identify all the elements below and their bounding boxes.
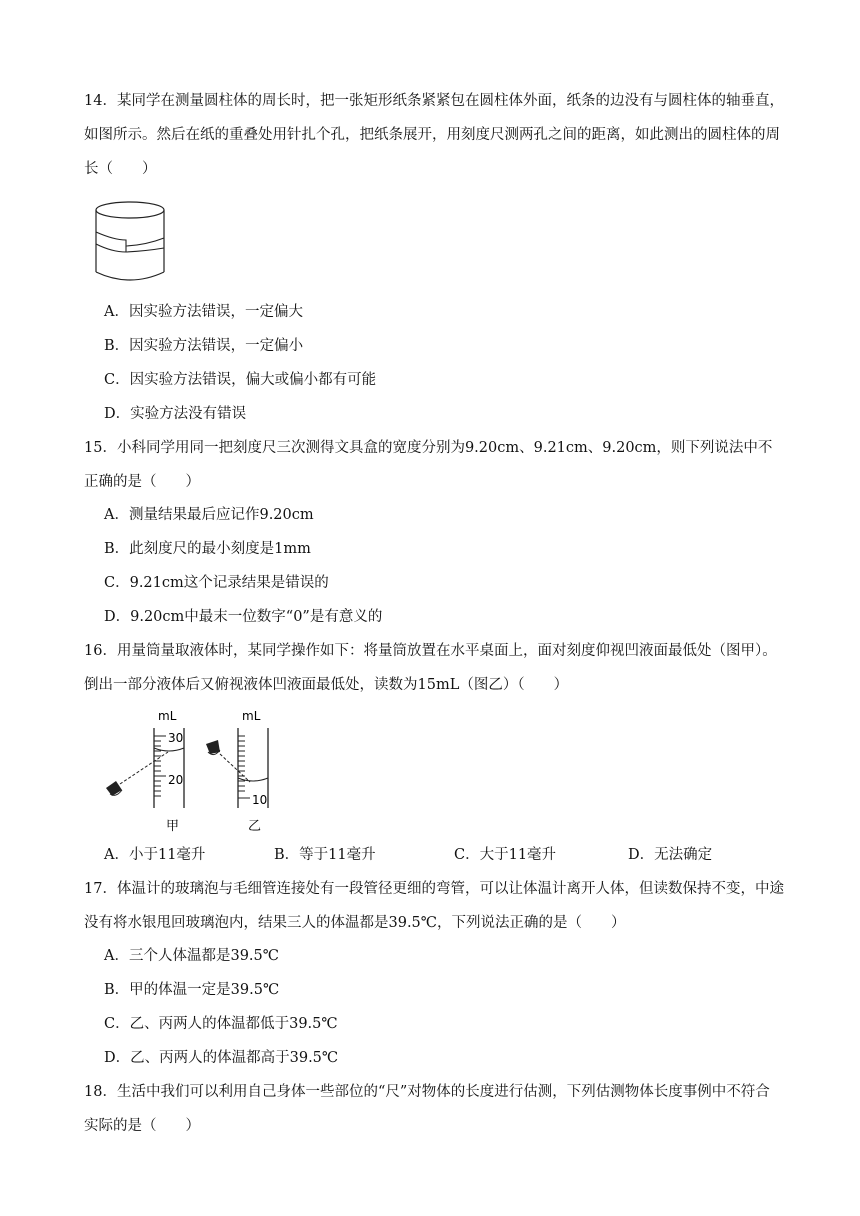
question-18-stem: 18．生活中我们可以利用自己身体一些部位的“尺”对物体的长度进行估测，下列估测物体长度事例中不符合实际的是（ ） [84, 1084, 770, 1134]
q16-option-a: A．小于11毫升 [104, 847, 206, 863]
question-17-stem: 17．体温计的玻璃泡与毛细管连接处有一段管径更细的弯管，可以让体温计离开人体，但读数保持不变，中途没有将水银甩回玻璃泡内，结果三人的体温都是39.5℃，下列说法正确的是（ ） [84, 881, 784, 931]
q15-option-b: B．此刻度尺的最小刻度是1mm [104, 541, 311, 557]
q14-option-d: D．实验方法没有错误 [104, 406, 247, 422]
q17-option-a: A．三个人体温都是39.5℃ [104, 948, 279, 964]
q17-option-b: B．甲的体温一定是39.5℃ [104, 982, 280, 998]
cylinder-a-tick-20: 20 [168, 773, 184, 787]
q14-option-c: C．因实验方法错误，偏大或偏小都有可能 [104, 372, 377, 388]
cylinder-figure [90, 198, 170, 286]
q15-option-c: C．9.21cm这个记录结果是错误的 [104, 575, 329, 591]
q16-option-b: B．等于11毫升 [274, 847, 376, 863]
q14-option-b: B．因实验方法错误，一定偏小 [104, 338, 304, 354]
caption-yi: 乙 [248, 819, 262, 834]
q17-option-d: D．乙、丙两人的体温都高于39.5℃ [104, 1050, 339, 1066]
cylinder-b-tick-10: 10 [252, 793, 268, 807]
graduated-cylinder-figure [96, 704, 286, 834]
cylinder-a-unit: mL [158, 709, 177, 723]
cylinder-a [106, 709, 184, 808]
q16-option-c: C．大于11毫升 [454, 847, 557, 863]
q17-option-c: C．乙、丙两人的体温都低于39.5℃ [104, 1016, 338, 1032]
cylinder-b-unit: mL [242, 709, 261, 723]
question-14-stem: 14．某同学在测量圆柱体的周长时，把一张矩形纸条紧紧包在圆柱体外面，纸条的边没有与圆柱体的轴垂直，如图所示。然后在纸的重叠处用针扎个孔，把纸条展开，用刻度尺测两孔之间的距离，如此测出的圆柱体的周长（ ） [84, 93, 784, 177]
q15-option-a: A．测量结果最后应记作9.20cm [104, 507, 314, 523]
question-15-stem: 15．小科同学用同一把刻度尺三次测得文具盒的宽度分别为9.20cm、9.21cm、9.20cm，则下列说法中不正确的是（ ） [84, 440, 773, 490]
cylinder-a-tick-30: 30 [168, 731, 184, 745]
question-16-stem: 16．用量筒量取液体时，某同学操作如下：将量筒放置在水平桌面上，面对刻度仰视凹液面最低处（图甲）。倒出一部分液体后又俯视液体凹液面最低处，读数为15mL（图乙）（ ） [84, 643, 777, 693]
q16-option-d: D．无法确定 [628, 847, 713, 863]
cylinder-b [206, 709, 268, 808]
q15-option-d: D．9.20cm中最末一位数字“0”是有意义的 [104, 609, 383, 625]
q14-option-a: A．因实验方法错误，一定偏大 [104, 304, 303, 320]
caption-jia: 甲 [166, 819, 180, 834]
